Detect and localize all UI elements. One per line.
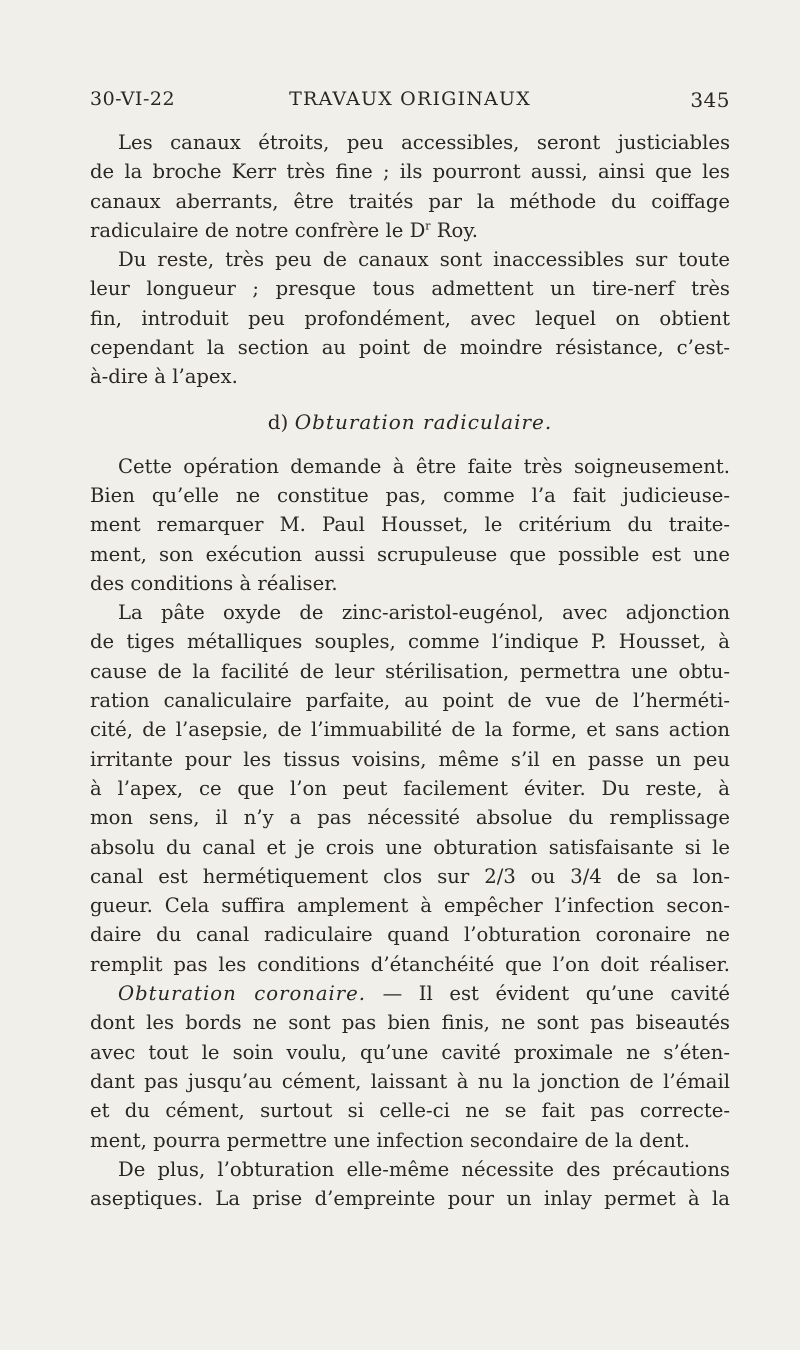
text-line: ment, son exécution aussi scrupuleuse que possible est une bbox=[90, 542, 730, 566]
section-label: d) bbox=[267, 409, 289, 434]
text-line: à l’apex, ce que l’on peut facilement éviter. Du reste, à bbox=[90, 776, 730, 800]
text-line: Les canaux étroits, peu accessibles, seront justiciables bbox=[118, 131, 730, 154]
header-title: TRAVAUX ORIGINAUX bbox=[289, 88, 531, 110]
text-line: de tiges métalliques souples, comme l’indique P. Housset, à bbox=[90, 630, 730, 654]
text-line bbox=[90, 979, 730, 1008]
text-line: ration canaliculaire parfaite, au point de vue de l’herméti- bbox=[90, 689, 730, 713]
body-text bbox=[90, 128, 730, 1213]
section-title: Obturation radiculaire. bbox=[294, 409, 553, 434]
text-line: à-dire à l’apex. bbox=[90, 365, 238, 389]
text-line: irritante pour les tissus voisins, même s’il en passe un peu bbox=[90, 747, 730, 771]
text-line: et du cément, surtout si celle-ci ne se fait pas correcte- bbox=[90, 1099, 730, 1123]
page-number: 345 bbox=[690, 88, 730, 112]
text-line: canaux aberrants, être traités par la méthode du coiffage bbox=[90, 189, 730, 213]
text-line: aseptiques. La prise d’empreinte pour un inlay permet à la bbox=[90, 1187, 730, 1211]
text-line: Bien qu’elle ne constitue pas, comme l’a fait judicieuse- bbox=[90, 483, 730, 507]
text-line: La pâte oxyde de zinc-aristol-eugénol, avec adjonction bbox=[118, 601, 730, 625]
running-header bbox=[90, 88, 730, 118]
text-line: de la broche Kerr très fine ; ils pourront aussi, ainsi que les bbox=[90, 160, 730, 184]
text-line: cependant la section au point de moindre résistance, c’est- bbox=[90, 336, 730, 360]
section-heading bbox=[90, 392, 730, 452]
text-line: ment remarquer M. Paul Housset, le critérium du traite- bbox=[90, 513, 730, 537]
text-line: ment, pourra permettre une infection secondaire de la dent. bbox=[90, 1128, 691, 1152]
text-segment: radiculaire de notre confrère le D bbox=[90, 218, 426, 242]
text-line: Du reste, très peu de canaux sont inaccessibles sur toute bbox=[118, 248, 730, 272]
text-line: fin, introduit peu profondément, avec lequel on obtient bbox=[90, 306, 730, 330]
text-line: daire du canal radiculaire quand l’obturation coronaire ne bbox=[90, 923, 730, 947]
header-date: 30-VI-22 bbox=[90, 88, 176, 110]
text-line: absolu du canal et je crois une obturation satisfaisante si le bbox=[90, 835, 730, 859]
text-line bbox=[90, 216, 730, 245]
text-line: canal est hermétiquement clos sur 2/3 ou 3/4 de sa lon- bbox=[90, 864, 730, 888]
text-line: dont les bords ne sont pas bien finis, ne sont pas biseautés bbox=[90, 1011, 730, 1035]
text-segment: — Il est évident qu’une cavité bbox=[366, 982, 730, 1006]
text-segment: Roy. bbox=[430, 218, 479, 242]
text-line: des conditions à réaliser. bbox=[90, 571, 338, 595]
superscript: r bbox=[425, 219, 431, 233]
text-line: Cette opération demande à être faite très soigneusement. bbox=[118, 454, 730, 478]
text-line: gueur. Cela suffira amplement à empêcher l’infection secon- bbox=[90, 894, 730, 918]
text-line: cité, de l’asepsie, de l’immuabilité de la forme, et sans action bbox=[90, 718, 730, 742]
text-line: cause de la facilité de leur stérilisation, permettra une obtu- bbox=[90, 659, 730, 683]
text-line: De plus, l’obturation elle-même nécessite des précautions bbox=[118, 1157, 730, 1181]
text-line: dant pas jusqu’au cément, laissant à nu la jonction de l’émail bbox=[90, 1069, 730, 1093]
text-line: avec tout le soin voulu, qu’une cavité proximale ne s’éten- bbox=[90, 1040, 730, 1064]
text-line: mon sens, il n’y a pas nécessité absolue du remplissage bbox=[90, 806, 730, 830]
paragraph-title: Obturation coronaire. bbox=[118, 982, 366, 1006]
text-line: leur longueur ; presque tous admettent un tire-nerf très bbox=[90, 277, 730, 301]
text-line: remplit pas les conditions d’étanchéité que l’on doit réaliser. bbox=[90, 952, 730, 976]
